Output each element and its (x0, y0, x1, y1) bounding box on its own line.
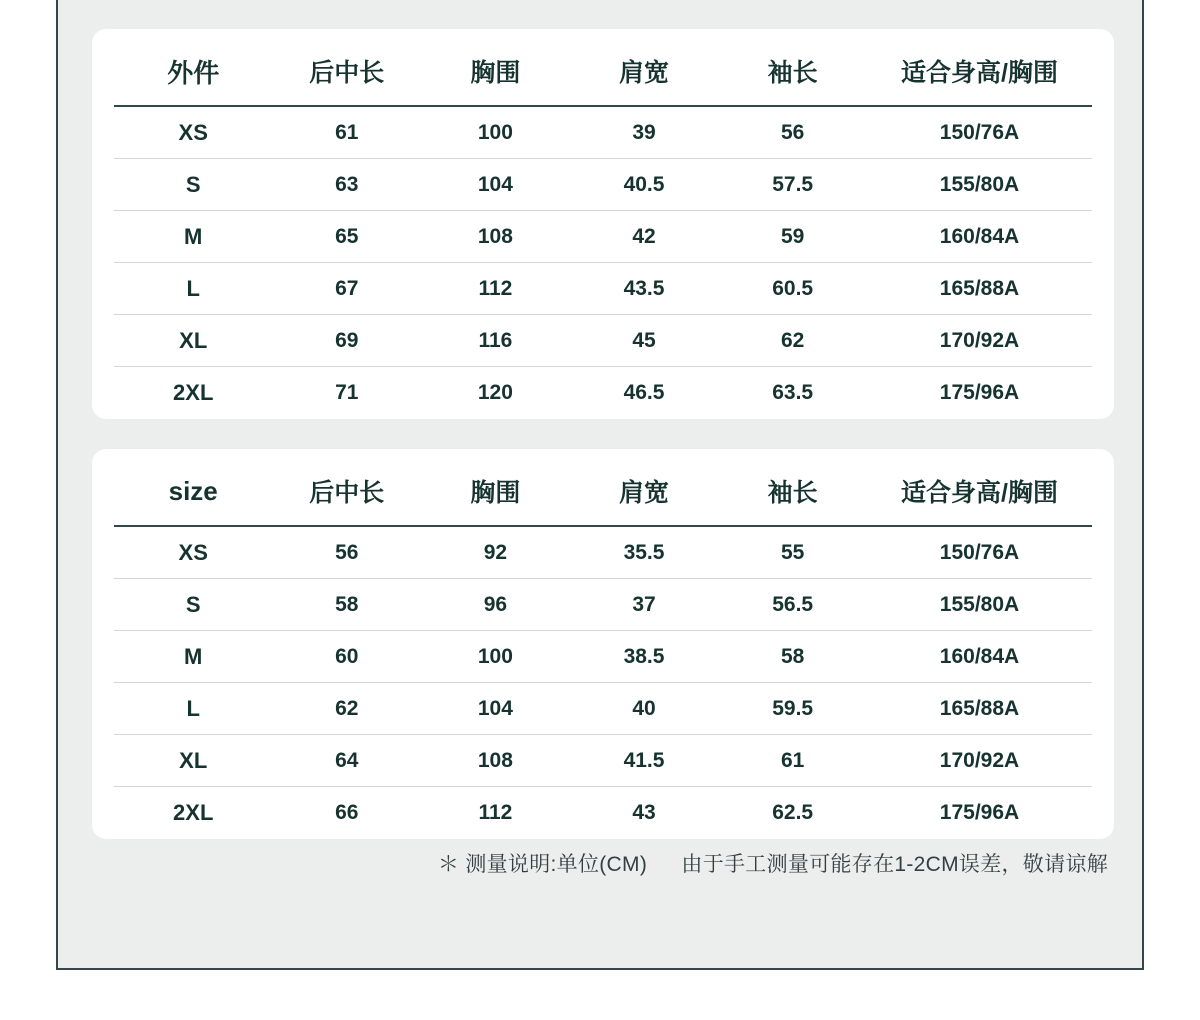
column-header-shoulder: 肩宽 (570, 457, 719, 526)
table-body (114, 106, 1092, 418)
cell-size: XS (114, 526, 272, 579)
cell-shoulder: 46.5 (623, 380, 665, 404)
cell-fit-height-bust: 155/80A (867, 159, 1092, 211)
outer-garment-size-card (92, 29, 1114, 419)
cell-sleeve: 57.5 (718, 159, 867, 211)
cell-back-length: 69 (272, 315, 421, 367)
cell-fit-height-bust: 175/96A (939, 380, 1020, 404)
cell-fit-height-bust: 160/84A (867, 211, 1092, 263)
cell-sleeve: 58 (718, 631, 867, 683)
cell-shoulder: 41.5 (570, 735, 719, 787)
column-header-sleeve: 袖长 (718, 457, 867, 526)
column-header-fit-height-bust: 适合身高/胸围 (867, 457, 1092, 526)
cell-bust: 92 (421, 526, 570, 579)
cell-bust: 100 (421, 631, 570, 683)
table-row (114, 683, 1092, 735)
cell-size: M (114, 211, 272, 263)
cell-size: M (114, 631, 272, 683)
cell-fit-height-bust: 160/84A (867, 631, 1092, 683)
cell-fit-height-bust: 170/92A (867, 735, 1092, 787)
cell-sleeve: 62 (718, 315, 867, 367)
table-row (114, 579, 1092, 631)
cell-sleeve: 56.5 (718, 579, 867, 631)
cell-shoulder: 45 (570, 315, 719, 367)
cell-fit-height-bust: 165/88A (867, 263, 1092, 315)
cell-shoulder: 40.5 (570, 159, 719, 211)
table-row (114, 787, 1092, 839)
table-row (114, 526, 1092, 579)
cell-back-length: 63 (272, 159, 421, 211)
column-header-size: size (114, 457, 272, 526)
cell-back-length: 62 (272, 683, 421, 735)
cell-bust: 96 (421, 579, 570, 631)
cell-fit-height-bust: 175/96A (939, 800, 1020, 824)
table-row (114, 631, 1092, 683)
cell-back-length: 71 (335, 380, 359, 404)
table-header (114, 457, 1092, 526)
column-header-category: 外件 (114, 37, 272, 106)
column-header-back-length: 后中长 (272, 37, 421, 106)
measurement-note (92, 848, 1108, 878)
cell-bust: 104 (421, 683, 570, 735)
table-row (114, 735, 1092, 787)
note-unit-text: 测量说明:单位(CM) (465, 853, 648, 876)
size-card (92, 449, 1114, 839)
cell-size: XS (114, 106, 272, 159)
cell-back-length: 64 (272, 735, 421, 787)
cell-size: S (114, 579, 272, 631)
cell-shoulder: 43.5 (570, 263, 719, 315)
note-tolerance-text: 由于手工测量可能存在1-2CM误差，敬请谅解 (681, 853, 1108, 876)
cell-size: S (114, 159, 272, 211)
cell-bust: 104 (421, 159, 570, 211)
cell-shoulder: 43 (632, 800, 656, 824)
column-header-bust: 胸围 (421, 457, 570, 526)
cell-bust: 112 (421, 263, 570, 315)
table-header-row (114, 37, 1092, 106)
cell-size: 2XL (173, 799, 214, 825)
cell-fit-height-bust: 150/76A (867, 106, 1092, 159)
cell-sleeve: 59 (718, 211, 867, 263)
cell-size: L (114, 683, 272, 735)
cell-size: L (114, 263, 272, 315)
cell-back-length: 60 (272, 631, 421, 683)
cell-shoulder: 42 (570, 211, 719, 263)
cell-fit-height-bust: 170/92A (867, 315, 1092, 367)
table-row (114, 263, 1092, 315)
cell-size: 2XL (173, 379, 214, 405)
outer-garment-size-table (114, 37, 1092, 418)
cell-fit-height-bust: 150/76A (867, 526, 1092, 579)
table-body (114, 526, 1092, 838)
table-row (114, 106, 1092, 159)
cell-bust: 100 (421, 106, 570, 159)
cell-size: XL (114, 735, 272, 787)
cell-sleeve: 55 (718, 526, 867, 579)
size-table (114, 457, 1092, 838)
cell-shoulder: 37 (570, 579, 719, 631)
column-header-bust: 胸围 (421, 37, 570, 106)
cell-bust: 116 (421, 315, 570, 367)
cell-fit-height-bust: 155/80A (867, 579, 1092, 631)
cell-sleeve: 59.5 (718, 683, 867, 735)
cell-back-length: 58 (272, 579, 421, 631)
cell-bust: 108 (421, 735, 570, 787)
column-header-shoulder: 肩宽 (570, 37, 719, 106)
table-header (114, 37, 1092, 106)
cell-sleeve: 61 (718, 735, 867, 787)
column-header-fit-height-bust: 适合身高/胸围 (867, 37, 1092, 106)
column-header-sleeve: 袖长 (718, 37, 867, 106)
cell-size: XL (114, 315, 272, 367)
cell-shoulder: 39 (570, 106, 719, 159)
cell-back-length: 66 (335, 800, 359, 824)
cell-bust: 108 (421, 211, 570, 263)
cell-back-length: 61 (272, 106, 421, 159)
note-marker: ＊ (437, 853, 460, 876)
cell-back-length: 67 (272, 263, 421, 315)
table-row (114, 367, 1092, 419)
cell-back-length: 65 (272, 211, 421, 263)
table-header-row (114, 457, 1092, 526)
cell-shoulder: 35.5 (570, 526, 719, 579)
table-row (114, 211, 1092, 263)
cell-bust: 120 (477, 380, 513, 404)
cell-sleeve: 63.5 (772, 380, 814, 404)
column-header-back-length: 后中长 (272, 457, 421, 526)
cell-shoulder: 38.5 (570, 631, 719, 683)
cell-bust: 112 (478, 800, 513, 824)
cell-shoulder: 40 (570, 683, 719, 735)
table-row (114, 315, 1092, 367)
cell-sleeve: 60.5 (718, 263, 867, 315)
cell-sleeve: 62.5 (772, 800, 814, 824)
size-chart-panel (56, 0, 1144, 970)
cell-fit-height-bust: 165/88A (867, 683, 1092, 735)
table-row (114, 159, 1092, 211)
cell-sleeve: 56 (718, 106, 867, 159)
cell-back-length: 56 (272, 526, 421, 579)
